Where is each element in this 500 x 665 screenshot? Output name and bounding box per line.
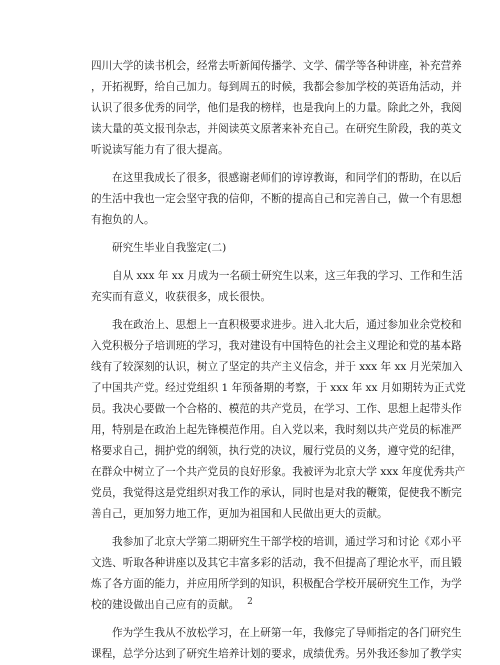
text-line: 在群众中树立了一个共产党员的良好形象。我被评为北京大学 xxx 年度优秀共产 [91, 466, 466, 478]
paragraph-spacing [91, 308, 405, 315]
text-line: ，开拓视野，给自己加力。每到周五的时候，我都会参加学校的英语角活动，并 [91, 81, 462, 93]
page-number: 2 [247, 597, 253, 607]
text-line: 作为学生我从不放松学习，在上研第一年，我修完了导师指定的各门研究生 [112, 627, 462, 639]
text-line: 研究生毕业自我鉴定(二) [112, 242, 227, 254]
text-line: 入党积极分子培训班的学习，我对建设有中国特色的社会主义理论和党的基本路 [91, 340, 462, 352]
text-line: 用，特别是在政治上起先锋模范作用。自入党以来，我时刻以共产党员的标准严 [91, 424, 462, 436]
paragraph-spacing [91, 161, 405, 168]
paragraph-spacing [91, 525, 405, 532]
text-line: 课程，总学分达到了研究生培养计划的要求，成绩优秀。另外我还参加了教学实 [91, 648, 462, 660]
text-line: 员。我决心要做一个合格的、模范的共产党员，在学习、工作、思想上起带头作 [91, 403, 462, 415]
text-line: 格要求自己，拥护党的纲领，执行党的决议，履行党员的义务，遵守党的纪律， [91, 445, 462, 457]
text-line: 校的建设做出自己应有的贡献。 [91, 599, 240, 611]
paragraph [91, 315, 466, 525]
paragraph [91, 168, 462, 231]
text-line: 线有了较深刻的认识，树立了坚定的共产主义信念，并于 xxx 年 xx 月光荣加入 [91, 361, 463, 373]
paragraph [91, 266, 463, 308]
section-heading [91, 238, 405, 259]
text-line: 我在政治上、思想上一直积极要求进步。进入北大后，通过参加业余党校和 [112, 319, 462, 331]
text-line: 炼了各方面的能力，并应用所学到的知识，积极配合学校开展研究生工作，为学 [91, 578, 462, 590]
document-body [91, 56, 466, 665]
text-line: 文选、听取各种讲座以及其它丰富多彩的活动，我不但提高了理论水平，而且锻 [91, 557, 462, 569]
paragraph [91, 623, 462, 665]
paragraph-spacing [91, 616, 405, 623]
text-line: 读大量的英文报刊杂志，并阅读英文原著来补充自己。在研究生阶段，我的英文 [91, 123, 462, 135]
paragraph [91, 56, 462, 161]
text-line: 认识了很多优秀的同学，他们是我的榜样，也是我向上的力量。除此之外，我阅 [91, 102, 462, 114]
text-line: 的生活中我也一定会坚守我的信仰，不断的提高自己和完善自己，做一个有思想 [91, 193, 462, 205]
text-line: 四川大学的读书机会，经常去听新闻传播学、文学、儒学等各种讲座，补充营养 [91, 60, 462, 72]
text-line: 了中国共产党。经过党组织 1 年预备期的考察，于 xxx 年 xx 月如期转为正式党 [91, 382, 466, 394]
text-line: 在这里我成长了很多，很感谢老师们的谆谆教诲，和同学们的帮助，在以后 [112, 172, 462, 184]
text-line: 自从 xxx 年 xx 月成为一名硕士研究生以来，这三年我的学习、工作和生活 [112, 270, 463, 282]
text-line: 有抱负的人。 [91, 214, 155, 226]
text-line: 听说读写能力有了很大提高。 [91, 144, 229, 156]
text-line: 党员，我觉得这是党组织对我工作的承认，同时也是对我的鞭策，促使我不断完 [91, 487, 462, 499]
text-line: 善自己，更加努力地工作，更加为祖国和人民做出更大的贡献。 [91, 508, 388, 520]
paragraph-spacing [91, 231, 405, 238]
paragraph-spacing [91, 259, 405, 266]
text-line: 我参加了北京大学第二期研究生干部学校的培训，通过学习和讨论《邓小平 [112, 536, 462, 548]
text-line: 充实而有意义，收获很多，成长很快。 [91, 291, 272, 303]
